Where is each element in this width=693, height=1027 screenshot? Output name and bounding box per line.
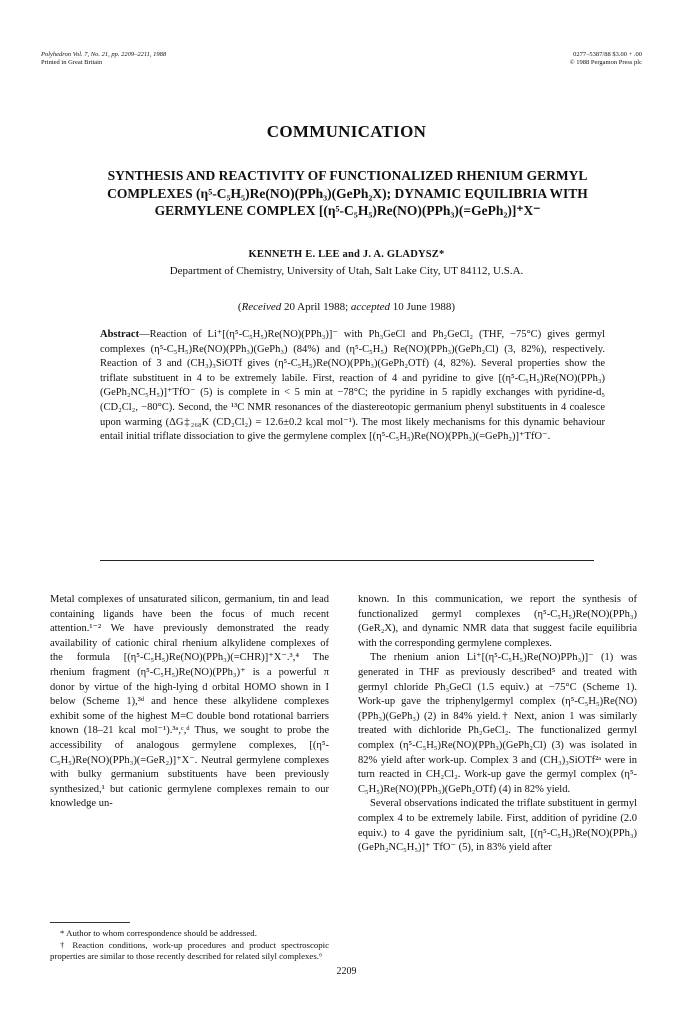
footnotes	[50, 928, 329, 963]
body-paragraph: The rhenium anion Li⁺[(η⁵-C₅H₅)Re(NO)PPh₃)]⁻ (1) was generated in THF as previously described⁵ and treated with germyl chloride Ph₃GeCl (1.5 equiv.) at −75°C (Scheme 1). Work-up gave the triphenylgermyl complex (η⁵-C₅H₅)Re(NO)(PPh₃)(GePh₃) (2) in 84% yield.† Next, anion 1 was similarly treated with dichloride Ph₂GeCl₂. The functionalized germyl complex (η⁵-C₅H₅)Re(NO)(PPh₃)(GePh₂Cl) (3) was isolated in 82% yield after work-up. Complex 3 and (CH₃)₃SiOTf²ᵃ were in turn reacted in CH₂Cl₂. Work-up gave the germyl complex (η⁵-C₅H₅)Re(NO)(PPh₃)(GePh₂OTf) (4) in 82% yield.	[358, 652, 637, 795]
journal-header-right	[570, 51, 642, 67]
accepted-date: 10 June 1988)	[390, 301, 456, 313]
body-column-left	[50, 593, 329, 812]
accepted-label: accepted	[350, 301, 391, 313]
received-date: 20 April 1988;	[281, 301, 351, 313]
journal-citation: Polyhedron Vol. 7, No. 21, pp. 2209–2211, 1988	[41, 51, 167, 58]
copyright-notice: © 1988 Pergamon Press plc	[569, 59, 642, 66]
body-paragraph: known. In this communication, we report the synthesis of functionalized germyl complexes (η⁵-C₅H₅)Re(NO)(PPh₃)(GeR₂X), and dynamic NMR data that suggest facile equilibria with the corresponding germylene complexes.	[358, 594, 637, 649]
footnote-divider	[50, 922, 130, 923]
author-list: KENNETH E. LEE and J. A. GLADYSZ*	[248, 249, 445, 260]
footnote-corresponding-author: * Author to whom correspondence should be addressed.	[60, 928, 257, 938]
price-code: 0277–5387/88 $3.00 + .00	[573, 51, 642, 58]
abstract-label: Abstract	[100, 329, 140, 340]
received-dates	[0, 301, 693, 313]
section-label: COMMUNICATION	[266, 122, 427, 141]
page-number: 2209	[336, 966, 357, 977]
received-label: Received	[241, 301, 282, 313]
body-column-right	[358, 593, 637, 856]
journal-header-left	[41, 51, 166, 67]
abstract-text: —Reaction of Li⁺[(η⁵-C₅H₅)Re(NO)(PPh₃)]⁻ with Ph₃GeCl and Ph₂GeCl₂ (THF, −75°C) gives germyl complexes (η⁵-C₅H₅)Re(NO)(PPh₃)(GePh₃) (84%) and (η⁵-C₅H₅) Re(NO)(PPh₃)(GePh₂Cl) (3, 82%), respectively. Reaction of 3 and (CH₃)₃SiOTf gives (η⁵-C₅H₅)Re(NO)(PPh₃)(GePh₂OTf) (4, 82%). Several properties show the triflate substituent in 4 to be extremely labile. First, reaction of 4 and pyridine to give [(η⁵-C₅H₅)Re(NO)(PPh₃)(GePh₂NC₅H₅)]⁺TfO⁻ (5) is complete in < 5 min at −78°C; the pyridine in 5 rapidly exchanges with pyridine-d₅ (CD₂Cl₂, −80°C). Second, the ¹³C NMR resonances of the diastereotopic germanium phenyl substituents in 4 coalesce upon warming (ΔG‡₂₆₈K (CD₂Cl₂) = 12.6±0.2 kcal mol⁻¹). The most likely mechanisms for this dynamic behaviour entail initial triflate dissociation to give the germylene complex [(η⁵-C₅H₅)Re(NO)(PPh₃)(=GePh₂)]⁺TfO⁻.	[100, 329, 605, 443]
article-title: SYNTHESIS AND REACTIVITY OF FUNCTIONALIZED RHENIUM GERMYL COMPLEXES (η⁵-C₅H₅)Re(NO)(PPh₃)(GePh₂X); DYNAMIC EQUILIBRIA WITH GERMYLENE COMPLEX [(η⁵-C₅H₅)Re(NO)(PPh₃)(=GePh₂)]⁺X⁻	[107, 168, 588, 218]
body-paragraph: Metal complexes of unsaturated silicon, germanium, tin and lead containing ligands have been the focus of much recent attention.¹⁻² We have previously demonstrated the ready availability of cationic chiral rhenium alkylidene complexes of the formula [(η⁵-C₅H₅)Re(NO)(PPh₃)(=CHR)]⁺X⁻.³,⁴ The rhenium fragment (η⁵-C₅H₅)Re(NO)(PPh₃)⁺ is a powerful π donor by virtue of the high-lying d orbital HOMO shown in I below (Scheme 1),³ᵈ and hence these alkylidene complexes exhibit some of the highest M=C double bond rotational barriers known (18–21 kcal mol⁻¹).³ᵃ,ᶜ,ᵈ Thus, we sought to probe the accessibility of analogous germylene complexes, [(η⁵-C₅H₅)Re(NO)(PPh₃)(=GeR₂)]⁺X⁻. Neutral germylene complexes with bulky germanium substituents have been previously synthesized,¹ but cationic germylene complexes remain to our knowledge un-	[50, 594, 329, 810]
footnote-reaction-conditions: † Reaction conditions, work-up procedures and product spectroscopic properties are similar to those recently described for related silyl complexes.⁶	[50, 939, 329, 961]
abstract-divider	[100, 560, 594, 561]
received-open: (	[237, 301, 242, 313]
affiliation: Department of Chemistry, University of Utah, Salt Lake City, UT 84112, U.S.A.	[169, 265, 524, 277]
body-paragraph: Several observations indicated the triflate substituent in germyl complex 4 to be extremely labile. First, addition of pyridine (2.0 equiv.) to 4 gave the pyridinium salt, [(η⁵-C₅H₅)Re(NO)(PPh₃)(GePh₂NC₅H₅)]⁺ TfO⁻ (5), in 83% yield after	[358, 798, 637, 854]
printed-in: Printed in Great Britain	[41, 59, 103, 66]
abstract	[100, 328, 605, 445]
